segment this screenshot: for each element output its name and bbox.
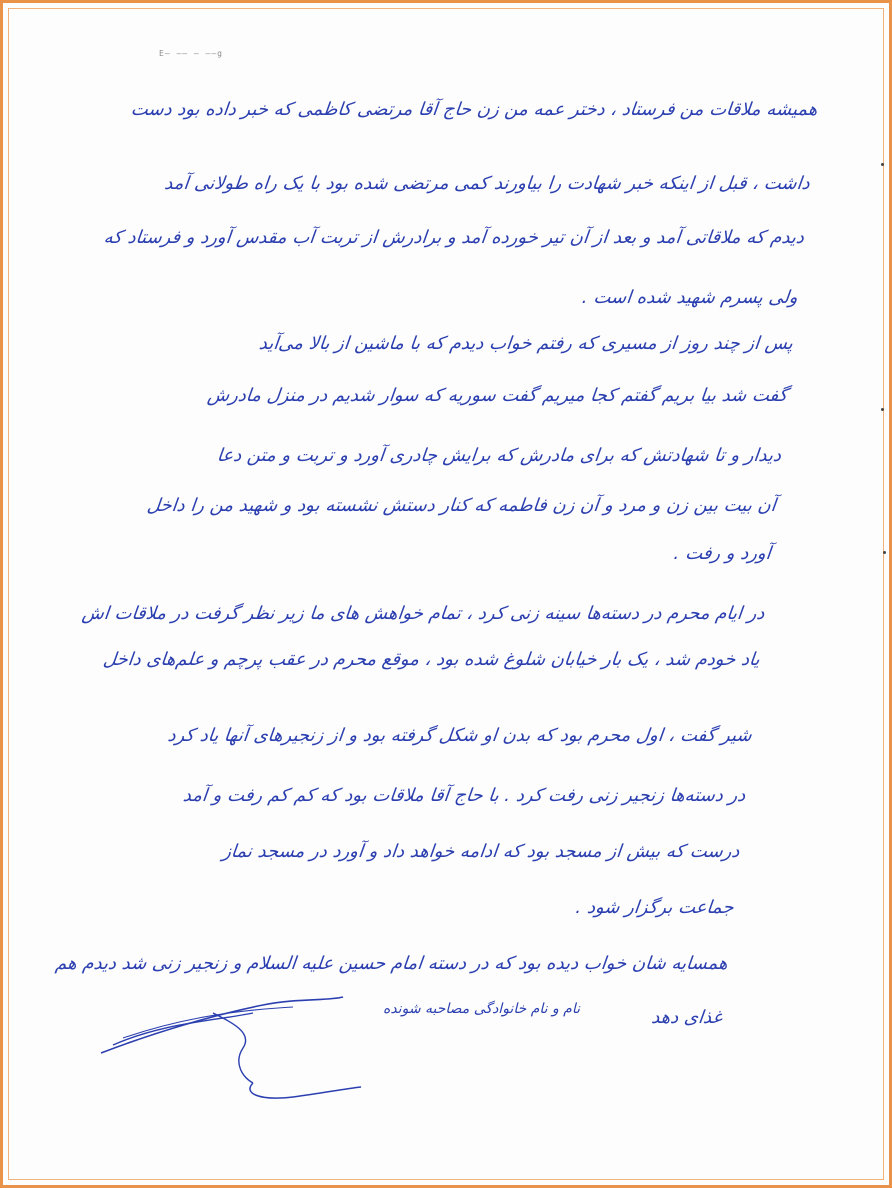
letter-line-1: همیشه ملاقات من فرستاد ، دختر عمه من زن حاج آقا مرتضی کاظمی که خبر داده بود دست [129,99,819,120]
letter-line-17: غذای دهد [650,1007,724,1028]
letter-line-14: درست که بیش از مسجد بود که ادامه خواهد داد و آورد در مسجد نماز [221,841,741,862]
letter-line-15: جماعت برگزار شود . [574,897,735,918]
scan-speck [881,408,884,411]
scan-header-mark: E— —— — ——g [159,49,223,58]
letter-line-11: یاد خودم شد ، یک بار خیابان شلوغ شده بود ، موقع محرم در عقب پرچم و علم‌های داخل [101,649,761,670]
letter-line-2: داشت ، قبل از اینکه خبر شهادت را بیاورند کمی مرتضی شده بود با یک راه طولانی آمد [163,173,811,194]
letter-line-3: دیدم که ملاقاتی آمد و بعد از آن تیر خورده آمد و برادرش از تربت آب مقدس آورد و فرستاد که [102,227,806,248]
signature-caption: نام و نام خانوادگی مصاحبه شونده [383,1001,581,1017]
letter-line-6: گفت شد بیا بریم گفتم کجا میریم گفت سوریه که سوار شدیم در منزل مادرش [206,385,789,406]
scan-speck [883,551,886,554]
handwritten-signature [93,993,581,1103]
letter-line-5: پس از چند روز از مسیری که رفتم خواب دیدم که با ماشین از بالا می‌آید [257,333,794,354]
letter-line-10: در ایام محرم در دسته‌ها سینه زنی کرد ، تمام خواهش های ما زیر نظر گرفت در ملاقات اش [80,603,766,624]
scan-speck [881,163,884,166]
letter-line-12: شیر گفت ، اول محرم بود که بدن او شکل گرفته بود و از زنجیرهای آنها یاد کرد [166,725,753,746]
letter-line-9: آورد و رفت . [672,543,772,564]
letter-line-16: همسایه شان خواب دیده بود که در دسته امام حسین علیه السلام و زنجیر زنی شد دیدم هم [54,953,729,974]
letter-line-7: دیدار و تا شهادتش که برای مادرش که برایش چادری آورد و تربت و متن دعا [215,445,783,466]
letter-line-13: در دسته‌ها زنجیر زنی رفت کرد . با حاج آقا ملاقات بود که کم کم رفت و آمد [181,785,747,806]
letter-line-8: آن بیت بین زن و مرد و آن زن فاطمه که کنار دستش نشسته بود و شهید من را داخل [145,495,777,516]
letter-line-4: ولی پسرم شهید شده است . [580,287,799,308]
